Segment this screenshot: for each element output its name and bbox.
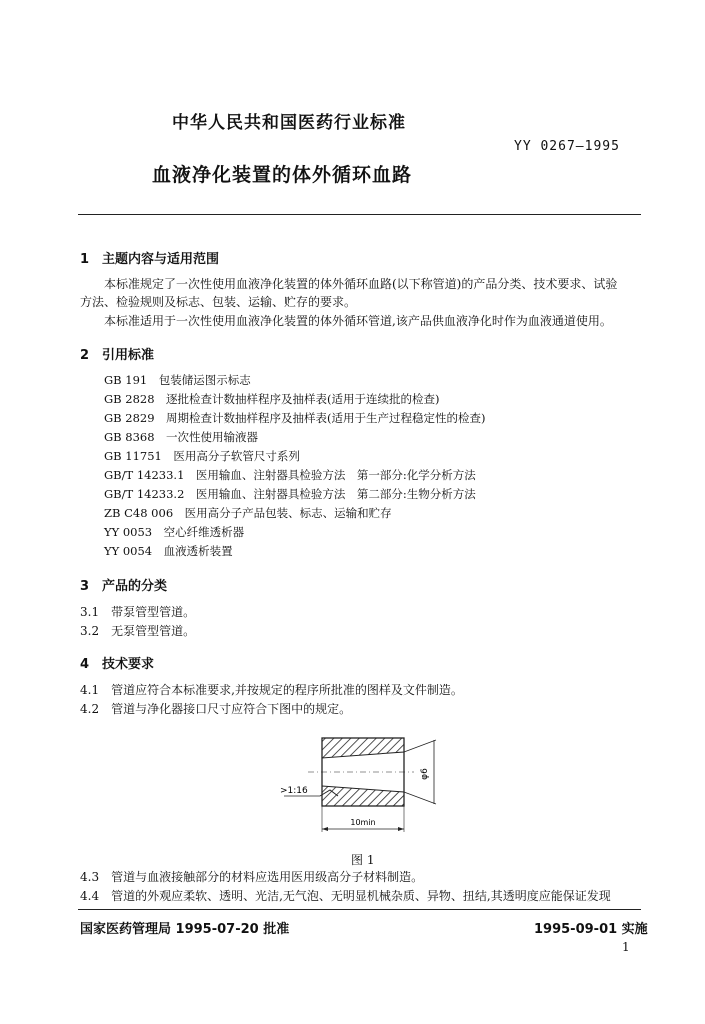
length-label: 10min [350, 818, 376, 827]
section-1-heading: 1 主题内容与适用范围 [80, 252, 220, 267]
reference-item: GB/T 14233.1 医用输血、注射器具检验方法 第一部分:化学分析方法 [104, 468, 476, 482]
standard-number: YY 0267—1995 [514, 139, 620, 154]
clause-4-4: 4.4 管道的外观应柔软、透明、光洁,无气泡、无明显机械杂质、异物、扭结,其透明度应能保证发现 [80, 889, 611, 903]
footer-divider [78, 909, 641, 910]
document-title: 血液净化装置的体外循环血路 [152, 164, 413, 186]
reference-item: GB 8368 一次性使用输液器 [104, 430, 259, 444]
reference-item: GB 191 包装储运图示标志 [104, 373, 251, 387]
reference-item: GB 11751 医用高分子软管尺寸系列 [104, 449, 300, 463]
effective-date: 1995-09-01 实施 [534, 922, 648, 937]
reference-item: YY 0054 血液透析装置 [104, 544, 233, 558]
section-3-heading: 3 产品的分类 [80, 579, 168, 594]
title-divider [78, 214, 641, 215]
page-number: 1 [622, 940, 630, 954]
reference-item: GB 2828 逐批检查计数抽样程序及抽样表(适用于连续批的检查) [104, 392, 440, 406]
clause-4-2: 4.2 管道与净化器接口尺寸应符合下图中的规定。 [80, 702, 352, 716]
tube-wall-top [322, 738, 404, 758]
tube-wall-bottom [322, 786, 404, 806]
section-2-heading: 2 引用标准 [80, 348, 155, 363]
clause-3-2: 3.2 无泵管型管道。 [80, 624, 196, 638]
taper-label: >1:16 [280, 786, 308, 796]
section-1-paragraph-1b: 方法、检验规则及标志、包装、运输、贮存的要求。 [80, 295, 357, 309]
section-1-paragraph-2: 本标准适用于一次性使用血液净化装置的体外循环管道,该产品供血液净化时作为血液通道使用。 [104, 314, 612, 328]
issuing-body-heading: 中华人民共和国医药行业标准 [172, 113, 406, 133]
connector-figure [280, 732, 450, 847]
section-1-paragraph-1a: 本标准规定了一次性使用血液净化装置的体外循环血路(以下称管道)的产品分类、技术要求、试验 [104, 277, 618, 291]
reference-item: GB/T 14233.2 医用输血、注射器具检验方法 第二部分:生物分析方法 [104, 487, 476, 501]
clause-4-1: 4.1 管道应符合本标准要求,并按规定的程序所批准的图样及文件制造。 [80, 683, 463, 697]
figure-caption: 图 1 [351, 853, 375, 867]
reference-item: ZB C48 006 医用高分子产品包装、标志、运输和贮存 [104, 506, 392, 520]
reference-item: GB 2829 周期检查计数抽样程序及抽样表(适用于生产过程稳定性的检查) [104, 411, 486, 425]
reference-item: YY 0053 空心纤维透析器 [104, 525, 245, 539]
approval-line: 国家医药管理局 1995-07-20 批准 [80, 922, 290, 937]
diameter-label: φ6 [420, 768, 430, 780]
section-4-heading: 4 技术要求 [80, 657, 155, 672]
clause-3-1: 3.1 带泵管型管道。 [80, 605, 196, 619]
clause-4-3: 4.3 管道与血液接触部分的材料应选用医用级高分子材料制造。 [80, 870, 424, 884]
